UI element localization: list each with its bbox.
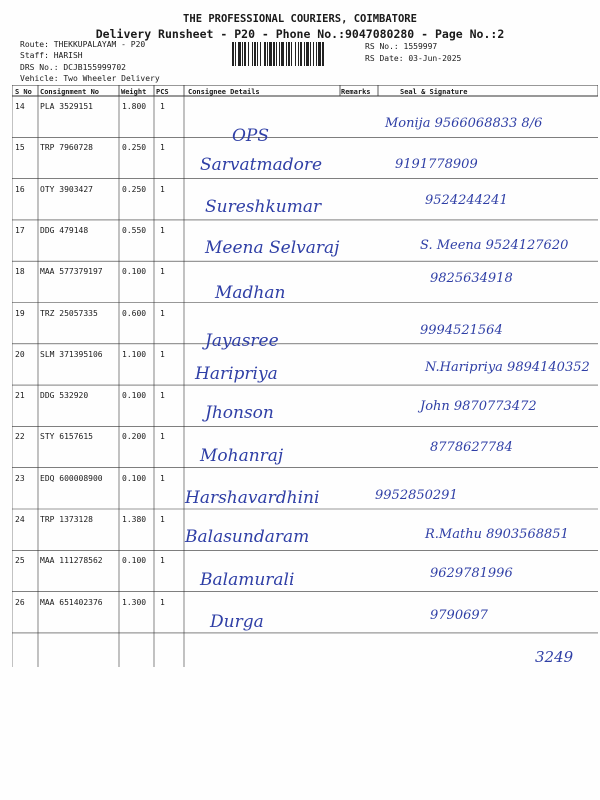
consignee-name-handwritten: Jhonson xyxy=(205,403,274,424)
row-pcs: 1 xyxy=(160,102,165,111)
receiver-signature: Monija 9566068833 8/6 xyxy=(385,116,543,131)
receiver-signature: John 9870773472 xyxy=(420,399,537,415)
receiver-signature: N.Haripriya 9894140352 xyxy=(425,359,590,375)
consignee-name-handwritten: Sureshkumar xyxy=(205,196,322,217)
row-pcs: 1 xyxy=(160,556,165,566)
col-consignment: Consignment No xyxy=(40,88,100,96)
row-consignment: DDG 479148 xyxy=(40,225,89,235)
consignee-name-handwritten: Jayasree xyxy=(205,330,279,351)
row-consignment: MAA 651402376 xyxy=(40,597,103,607)
barcode-image xyxy=(232,42,352,66)
consignee-name-handwritten: Balamurali xyxy=(200,570,295,591)
receiver-signature: R.Mathu 8903568851 xyxy=(425,527,569,542)
row-consignment: EDQ 600008900 xyxy=(40,473,103,483)
row-pcs: 1 xyxy=(160,391,165,401)
row-pcs: 1 xyxy=(160,225,165,235)
row-consignment: STY 6157615 xyxy=(40,432,93,442)
rs-number: RS No.: 1559997 xyxy=(365,42,438,51)
handwritten-total: 3249 xyxy=(535,648,574,666)
row-weight: 1.300 xyxy=(122,597,147,607)
row-consignment: TRZ 25057335 xyxy=(40,308,98,318)
row-weight: 0.100 xyxy=(122,267,147,277)
consignee-name-handwritten: OPS xyxy=(232,126,270,146)
consignee-name-handwritten: Meena Selvaraj xyxy=(205,237,340,258)
row-weight: 0.100 xyxy=(122,391,147,401)
drs-number: DRS No.: DCJB155999702 xyxy=(20,63,126,72)
row-pcs: 1 xyxy=(160,267,165,277)
row-pcs: 1 xyxy=(160,184,165,194)
receiver-signature: 9952850291 xyxy=(375,487,458,503)
row-pcs: 1 xyxy=(160,143,165,153)
row-weight: 0.250 xyxy=(122,184,147,194)
staff-label: Staff: HARISH xyxy=(20,51,83,60)
row-pcs: 1 xyxy=(160,308,165,318)
receiver-signature: 9629781996 xyxy=(430,566,513,582)
row-consignment: OTY 3903427 xyxy=(40,184,93,194)
row-pcs: 1 xyxy=(160,473,165,483)
receiver-signature: 9524244241 xyxy=(425,192,508,208)
row-sno: 19 xyxy=(15,308,25,318)
row-sno: 14 xyxy=(15,102,25,111)
row-consignment: SLM 371395106 xyxy=(40,349,103,359)
row-sno: 23 xyxy=(15,473,25,483)
row-sno: 21 xyxy=(15,391,25,401)
consignee-name-handwritten: Sarvatmadore xyxy=(200,155,323,176)
receiver-signature: 9994521564 xyxy=(420,322,503,338)
col-consignee: Consignee Details xyxy=(188,88,260,96)
row-consignment: MAA 577379197 xyxy=(40,267,103,277)
row-pcs: 1 xyxy=(160,515,165,524)
consignee-name-handwritten: Harshavardhini xyxy=(185,487,320,508)
row-weight: 0.200 xyxy=(122,432,147,442)
consignee-name-handwritten: Madhan xyxy=(215,283,286,304)
row-pcs: 1 xyxy=(160,349,165,359)
row-sno: 24 xyxy=(15,515,25,524)
row-pcs: 1 xyxy=(160,597,165,607)
company-title: THE PROFESSIONAL COURIERS, COIMBATORE xyxy=(183,13,417,25)
row-consignment: DDG 532920 xyxy=(40,391,89,401)
col-pcs: PCS xyxy=(156,88,169,96)
receiver-signature: 9191778909 xyxy=(395,157,478,173)
row-weight: 1.380 xyxy=(122,515,147,524)
vehicle-label: Vehicle: Two Wheeler Delivery xyxy=(20,74,160,83)
row-sno: 22 xyxy=(15,432,25,442)
row-consignment: MAA 111278562 xyxy=(40,556,103,566)
col-signature: Seal & Signature xyxy=(400,88,468,96)
row-consignment: PLA 3529151 xyxy=(40,102,93,111)
row-consignment: TRP 1373128 xyxy=(40,515,93,524)
col-sno: S No xyxy=(15,88,32,96)
row-sno: 15 xyxy=(15,143,25,153)
receiver-signature: 9790697 xyxy=(430,607,488,623)
row-sno: 26 xyxy=(15,597,25,607)
row-sno: 18 xyxy=(15,267,25,277)
receiver-signature: 9825634918 xyxy=(430,271,513,287)
receiver-signature: S. Meena 9524127620 xyxy=(420,237,569,253)
row-consignment: TRP 7960728 xyxy=(40,143,93,153)
row-sno: 16 xyxy=(15,184,25,194)
row-sno: 25 xyxy=(15,556,25,566)
route-label: Route: THEKKUPALAYAM - P20 xyxy=(20,40,146,49)
row-weight: 1.800 xyxy=(122,102,147,111)
consignee-name-handwritten: Haripriya xyxy=(195,363,278,384)
row-sno: 17 xyxy=(15,225,25,235)
row-weight: 0.600 xyxy=(122,308,147,318)
row-pcs: 1 xyxy=(160,432,165,442)
row-weight: 0.550 xyxy=(122,225,147,235)
row-weight: 0.250 xyxy=(122,143,147,153)
row-weight: 0.100 xyxy=(122,473,147,483)
col-weight: Weight xyxy=(121,88,147,96)
row-weight: 1.100 xyxy=(122,349,147,359)
consignee-name-handwritten: Mohanraj xyxy=(200,446,284,467)
consignee-name-handwritten: Durga xyxy=(210,611,264,632)
col-remarks: Remarks xyxy=(341,88,371,96)
rs-date: RS Date: 03-Jun-2025 xyxy=(365,54,462,63)
runsheet-title: Delivery Runsheet - P20 - Phone No.:9047080280 - Page No.:2 xyxy=(95,27,505,41)
consignee-name-handwritten: Balasundaram xyxy=(185,527,310,547)
row-sno: 20 xyxy=(15,349,25,359)
receiver-signature: 8778627784 xyxy=(430,440,513,456)
row-weight: 0.100 xyxy=(122,556,147,566)
